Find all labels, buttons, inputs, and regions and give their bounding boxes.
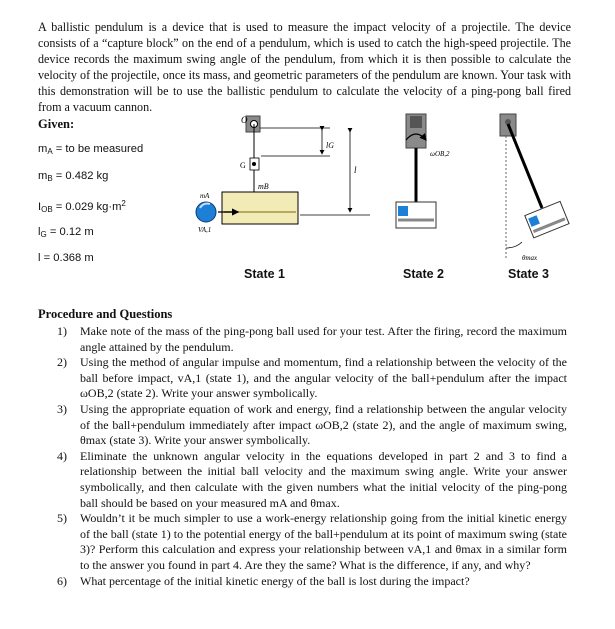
label-vA1: VA,1 — [198, 226, 212, 234]
state-3-label: State 3 — [508, 267, 549, 281]
label-lG: lG — [326, 141, 334, 150]
question-item: 6) What percentage of the initial kinetic energy of the ball is lost during the impact? — [57, 573, 470, 588]
label-O: O — [241, 115, 248, 125]
question-list — [57, 324, 567, 589]
question-item: 5) Wouldn’t it be much simpler to use a work-energy relationship going from the initial kinetic energy of the ball (state 1) to the potential energy of the ball+pendulum at its point of maximum swing (state 3)? Perform this calculation and express your relationship between vA,1 and θmax in a similar form to the answer you found in part 4. Are they the same? What is the difference, if any, and why? — [57, 511, 567, 572]
label-theta: θmax — [522, 254, 538, 262]
state-2-label: State 2 — [403, 267, 444, 281]
given-heading: Given: — [38, 117, 75, 131]
label-G: G — [240, 161, 246, 170]
pendulum-rod — [508, 124, 542, 208]
question-item: 4) Eliminate the unknown angular velocity in the equations developed in part 2 and 3 to find a relationship between the initial ball velocity and the maximum swing angle. Write your answer symbolically, and then calculate with the given numbers what the initial velocity of the ping-pong ball should be based on your measured mA and θmax. — [57, 448, 567, 510]
given-IOB: $I_{OB} = 0.029$ $kg\cdot m^2$ — [38, 199, 126, 214]
ping-pong-ball — [196, 202, 216, 222]
intro-paragraph: A ballistic pendulum is a device that is used to measure the impact velocity of a projectile. The device consists of a “capture block” on the end of a pendulum, which is used to catch the high-speed projectile. The device records the maximum swing angle of the pendulum, from which it is then possible to calculate the velocity of the projectile, once its mass, and geometric parameters of the pendulum are known. Your task with this demonstration will be to use the ballistic pendulum to calculate the velocity of a ping-pong ball fired from a vacuum cannon. — [38, 20, 571, 115]
label-omega: ωOB,2 — [430, 150, 450, 158]
question-item: 2) Using the method of angular impulse and momentum, find a relationship between the velocity of the ball before impact, vA,1 (state 1), and the angular velocity of the ball+pendulum after the impact ωOB,2 (state 2). Write your answer symbolically. — [57, 355, 567, 401]
given-mA: $m_A$ = to be measured — [38, 143, 144, 156]
procedure-heading: Procedure and Questions — [38, 307, 173, 321]
question-item: 1) Make note of the mass of the ping-pong ball used for your test. After the firing, record the maximum angle attained by the pendulum. — [57, 324, 567, 354]
given-l: l = 0.368 m — [38, 252, 94, 264]
label-mB: mB — [258, 182, 269, 191]
label-mA: mA — [200, 192, 210, 200]
state-1-drawing — [196, 115, 370, 234]
pendulum-diagram — [170, 108, 570, 268]
question-item: 3) Using the appropriate equation of work and energy, find a relationship between the angular velocity of the ball+pendulum immediately after impact ωOB,2 (state 2), and the angle of maximum swing, θmax (state 3). Write your answer symbolically. — [57, 401, 567, 448]
label-l: l — [354, 165, 357, 175]
state-3-drawing — [500, 114, 569, 262]
given-lG: $l_G = 0.12$ m — [38, 226, 94, 239]
capture-block — [222, 192, 298, 224]
given-mB: $m_B = 0.482$ kg — [38, 170, 109, 183]
state-2-drawing — [396, 114, 450, 228]
state-1-label: State 1 — [244, 267, 285, 281]
